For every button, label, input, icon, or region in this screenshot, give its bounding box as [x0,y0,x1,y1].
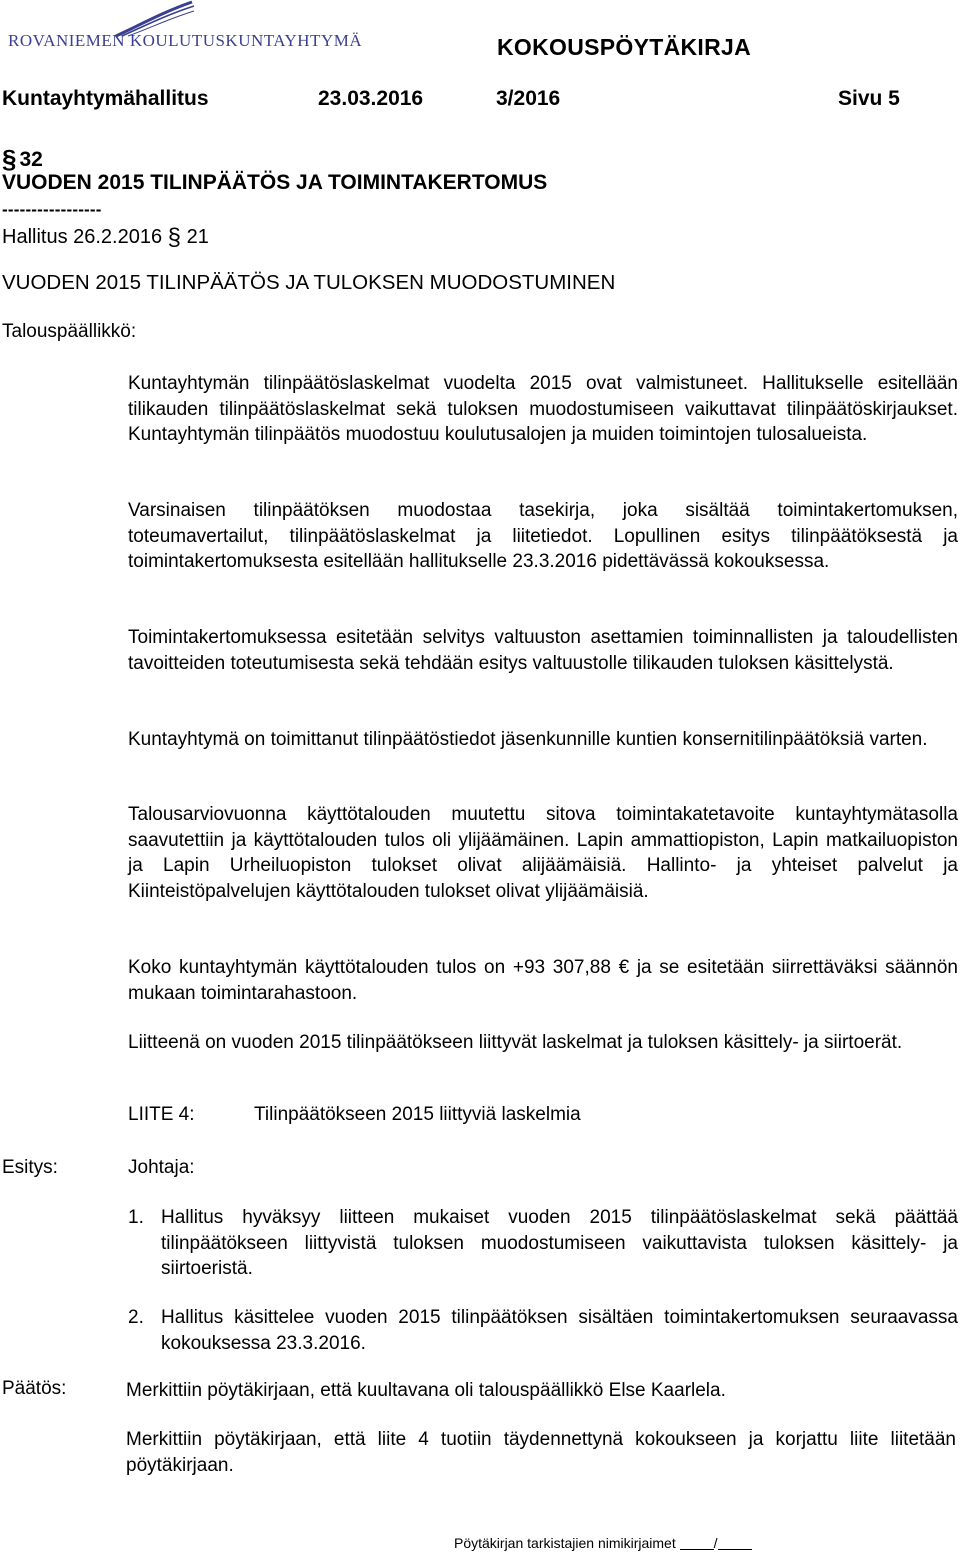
initials-field-2[interactable] [718,1536,752,1550]
proposal-label: Esitys: [2,1157,58,1178]
list-item [128,1305,958,1356]
section-sign: § [2,144,17,174]
meeting-number: 3/2016 [496,87,561,110]
decision-label: Päätös: [2,1378,67,1399]
meeting-date: 23.03.2016 [318,87,424,110]
prior-meeting-ref: Hallitus 26.2.2016 § 21 [2,224,209,251]
initials-field-1[interactable] [680,1536,714,1550]
section-title: VUODEN 2015 TILINPÄÄTÖS JA TOIMINTAKERTOMUS [2,171,548,194]
organization-name: ROVANIEMEN KOULUTUSKUNTAYHTYMÄ [8,31,363,50]
paragraph-3: Toimintakertomuksessa esitetään selvitys valtuuston asettamien toiminnallisten ja taloudellisten tavoitteiden toteutumisesta sekä tehdään esitys valtuustolle tilikauden tuloksen käsittelystä. [128,627,958,674]
paragraph-2: Varsinaisen tilinpäätöksen muodostaa tasekirja, joka sisältää toimintakertomuksen, toteumavertailut, tilinpäätöslaskelmat ja liitetiedot. Lopullinen esitys tilinpäätöksestä ja toimintakertomuksesta esitellään hallitukselle 23.3.2016 pidettävässä kokouksessa. [128,500,958,573]
presenter-label: Talouspäällikkö: [2,321,137,342]
list-item-number: 2. [128,1307,144,1328]
decision-text-2: Merkittiin pöytäkirjaan, että liite 4 tuotiin täydennettynä kokoukseen ja korjattu liite liitetään pöytäkirjaan. [126,1429,956,1476]
decision-text-1: Merkittiin pöytäkirjaan, että kuultavana oli talouspäällikkö Else Kaarlela. [126,1380,726,1401]
list-item-number: 1. [128,1207,144,1228]
paragraph-4: Kuntayhtymä on toimittanut tilinpäätöstiedot jäsenkunnille kuntien konsernitilinpäätöksiä varten. [128,729,928,750]
section-number: § 32 [2,144,43,174]
paragraph-7: Liitteenä on vuoden 2015 tilinpäätökseen liittyvät laskelmat ja tuloksen käsittely- ja siirtoerät. [128,1032,903,1053]
list-item [128,1205,958,1282]
footer-text: Pöytäkirjan tarkistajien nimikirjaimet [454,1535,676,1551]
paragraph-5: Talousarviovuonna käyttötalouden muutettu sitova toimintakatetavoite kuntayhtymätasolla saavutettiin ja käyttötalouden tulos oli ylijäämäinen. Lapin ammattiopiston, Lapin matkailuopiston ja Lapin Urheiluopiston tulokset olivat alijäämäisiä. Hallinto- ja yhteiset palvelut ja Kiinteistöpalvelujen käyttötalouden tulokset olivat ylijäämäisiä. [128,804,958,902]
footer-initials: Pöytäkirjan tarkistajien nimikirjaimet / [454,1535,752,1551]
proposal-presenter: Johtaja: [128,1157,195,1178]
list-item-text: Hallitus hyväksyy liitteen mukaiset vuoden 2015 tilinpäätöslaskelmat sekä päättää tilinpäätökseen liittyvistä tuloksen muodostumiseen vaikuttavista tuloksen käsittely- ja siirtoeristä. [161,1207,958,1280]
attachment-link[interactable]: Tilinpäätökseen 2015 liittyviä laskelmia [254,1104,581,1125]
meeting-body: Kuntayhtymähallitus [2,87,209,110]
separator: ----------------- [2,200,102,219]
list-item-text: Hallitus käsittelee vuoden 2015 tilinpäätöksen sisältäen toimintakertomuksen seuraavassa kokouksessa 23.3.2016. [161,1307,958,1354]
paragraph-6: Koko kuntayhtymän käyttötalouden tulos on +93 307,88 € ja se esitetään siirrettäväksi säännön mukaan toimintarahastoon. [128,957,958,1004]
document-type: KOKOUSPÖYTÄKIRJA [497,34,751,60]
section-subtitle: VUODEN 2015 TILINPÄÄTÖS JA TULOKSEN MUODOSTUMINEN [2,271,616,294]
page-number: Sivu 5 [838,87,900,110]
attachment-label: LIITE 4: [128,1104,195,1125]
paragraph-1: Kuntayhtymän tilinpäätöslaskelmat vuodelta 2015 ovat valmistuneet. Hallitukselle esitellään tilikauden tilinpäätöslaskelmat sekä tuloksen muodostumiseen vaikuttavat tilinpäätöskirjaukset. Kuntayhtymän tilinpäätös muodostuu koulutusalojen ja muiden toimintojen tulosalueista. [128,373,958,446]
